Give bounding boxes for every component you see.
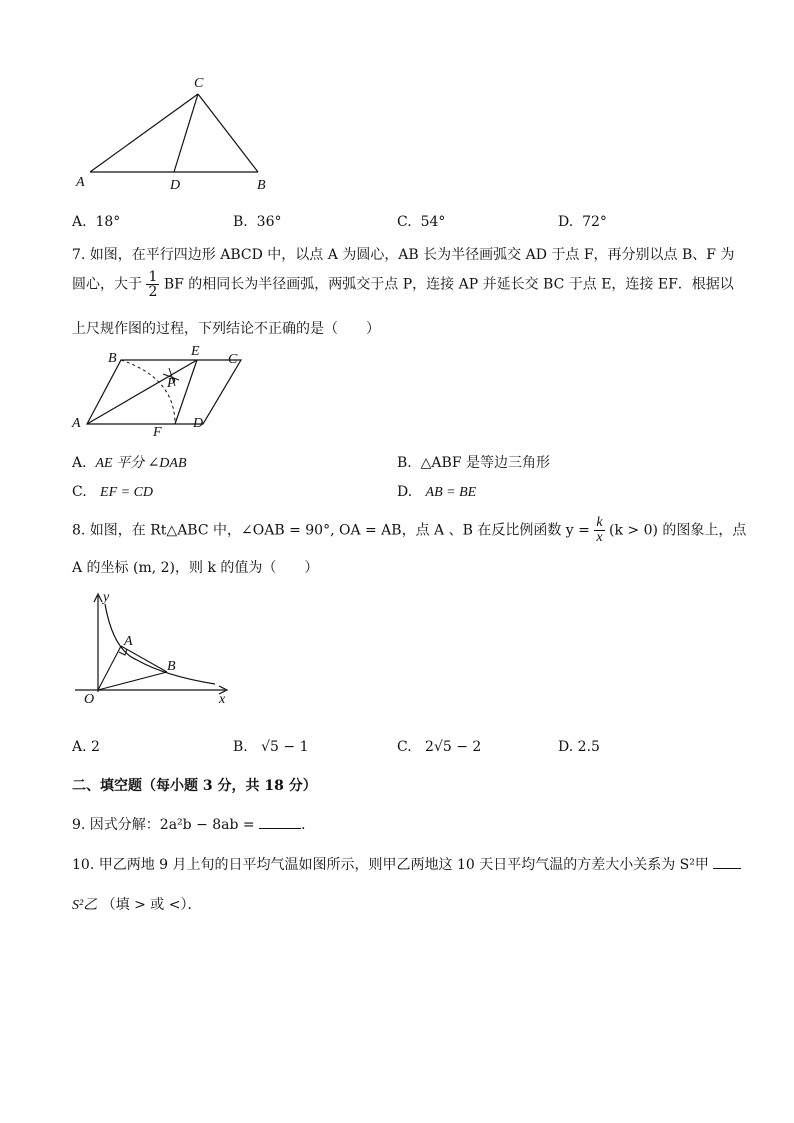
q6-option-a[interactable]: A. 18° [72, 214, 121, 230]
segment-ef [175, 360, 197, 424]
section-title: 二、填空题（每小题 3 分，共 18 分） [72, 778, 317, 794]
segment-cb [198, 94, 258, 172]
q7-option-d[interactable]: D. AB = BE [397, 484, 477, 500]
q10-line-1: 10. 甲乙两地 9 月上旬的日平均气温如图所示，则甲乙两地这 10 天日平均气温的方差大小关系为 S²甲 [72, 854, 741, 874]
fig7-label-e: E [191, 344, 200, 359]
q10-answer-blank[interactable] [713, 854, 741, 869]
fraction-k-over-x: $\frac{k}{x}$ [596, 515, 603, 545]
q6-option-c[interactable]: C. 54° [397, 214, 446, 230]
q7-option-c[interactable]: C. EF = CD [72, 484, 154, 500]
q9-line: 9. 因式分解：2a²b − 8ab = ． [72, 814, 315, 834]
arc-bf [121, 360, 175, 424]
fig6-label-a: A [76, 175, 85, 190]
parallelogram-abcd [87, 360, 241, 424]
fig7-label-a: A [72, 416, 81, 431]
q10-line-2: S²乙 （填 > 或 <）． [72, 897, 202, 913]
triangle-figure [70, 72, 290, 192]
fraction-one-half: $\frac{1}{2}$ [148, 269, 158, 300]
fig8-label-b: B [167, 659, 176, 674]
q7-line-1: 7. 如图，在平行四边形 ABCD 中，以点 A 为圆心，AB 长为半径画弧交 AD 于点 F，再分别以点 B、F 为 [72, 247, 735, 263]
q8-line-2: A 的坐标 (m, 2)，则 k 的值为（ ） [72, 560, 319, 576]
segment-ob [98, 672, 167, 690]
q6-option-b[interactable]: B. 36° [233, 214, 282, 230]
fig6-label-b: B [257, 178, 266, 193]
parallelogram-figure [75, 350, 275, 440]
hyperbola-curve [105, 604, 215, 684]
fig6-label-c: C [194, 76, 204, 91]
q7-option-a[interactable]: A. AE 平分 ∠DAB [72, 455, 187, 471]
fig7-label-d: D [193, 416, 204, 431]
q8-line-1: 8. 如图，在 Rt△ABC 中，∠OAB = 90°, OA = AB，点 A 、B 在反比例函数 y = $\frac{k}{x}$ (k > 0) 的图象上，点 [72, 515, 747, 545]
fig8-label-o: O [84, 692, 95, 707]
q7-option-b[interactable]: B. △ABF 是等边三角形 [397, 455, 550, 471]
q6-option-d[interactable]: D. 72° [558, 214, 607, 230]
fig7-label-f: F [153, 425, 162, 440]
fig8-label-a: A [124, 634, 133, 649]
segment-oa [98, 646, 121, 690]
segment-ac [90, 94, 198, 172]
q7-line-2: 圆心，大于 $\frac{1}{2}$ BF 的相同长为半径画弧，两弧交于点 P，连接 AP 并延长交 BC 于点 E，连接 EF．根据以 [72, 269, 734, 300]
fig8-label-y: y [103, 590, 110, 605]
q8-option-c[interactable]: C. 2√5 − 2 [397, 739, 482, 755]
q7-line-3: 上尺规作图的过程，下列结论不正确的是（ ） [72, 321, 380, 337]
q8-option-b[interactable]: B. √5 − 1 [233, 739, 309, 755]
q8-option-d[interactable]: D. 2.5 [558, 739, 600, 755]
fig6-label-d: D [170, 178, 181, 193]
fig8-label-x: x [219, 692, 226, 707]
fig7-label-p: P [167, 376, 176, 391]
fig7-label-c: C [228, 352, 238, 367]
q8-option-a[interactable]: A. 2 [72, 739, 100, 755]
fig7-label-b: B [108, 351, 117, 366]
segment-cd [174, 94, 198, 172]
q9-answer-blank[interactable] [259, 814, 301, 829]
